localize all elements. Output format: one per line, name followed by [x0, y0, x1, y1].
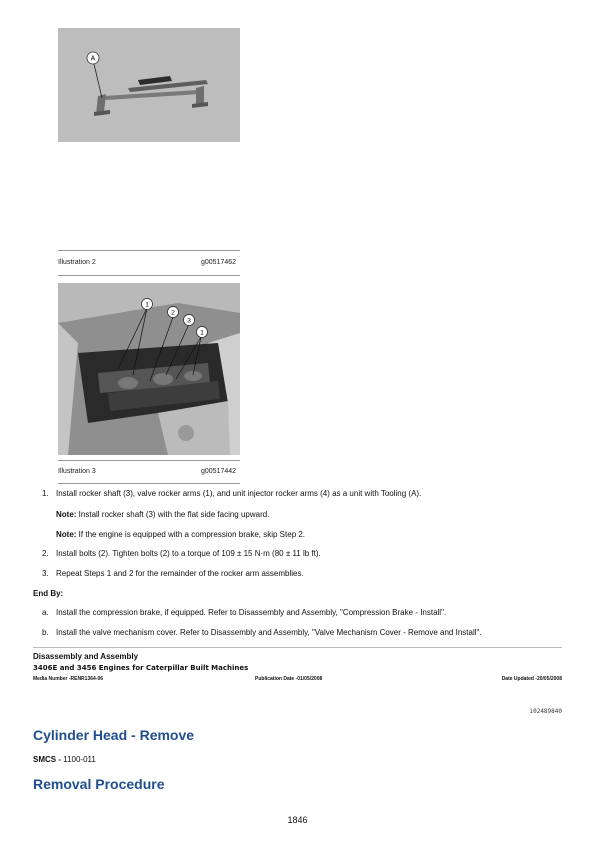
note-2: [56, 530, 556, 540]
item-text: Install the compression brake, if equipped. Refer to Disassembly and Assembly, "Compression Brake - Install".: [56, 608, 447, 617]
note-label: Note:: [56, 530, 77, 539]
step-number: 1.: [42, 489, 49, 498]
manual-subtitle: 3406E and 3456 Engines for Caterpillar Built Machines: [33, 664, 249, 672]
tooling-drawing: [58, 28, 240, 142]
tooling-photo: [58, 28, 240, 142]
caption-rule: [58, 460, 240, 461]
engine-photo: [58, 283, 240, 455]
manual-title: Disassembly and Assembly: [33, 652, 139, 661]
page-number: 1846: [287, 815, 308, 825]
caption-rule: [58, 275, 240, 276]
publication-date: Publication Date -01/05/2008: [255, 676, 323, 682]
illustration-3-code: g00517442: [201, 468, 237, 475]
caption-rule: [58, 483, 240, 484]
smcs-label: SMCS -: [33, 755, 61, 764]
step-number: 2.: [42, 549, 49, 558]
item-letter: b.: [42, 628, 49, 637]
smcs-code: [33, 755, 96, 764]
illustration-3-label: Illustration 3: [58, 468, 96, 475]
engine-drawing: [58, 283, 240, 455]
callout-3: 3: [187, 317, 191, 325]
item-letter: a.: [42, 608, 49, 617]
header-rule: [33, 647, 562, 648]
step-number: 3.: [42, 569, 49, 578]
note-text: Install rocker shaft (3) with the flat side facing upward.: [76, 510, 270, 519]
end-by-title: End By:: [33, 589, 64, 598]
step-text: Repeat Steps 1 and 2 for the remainder of the rocker arm assemblies.: [56, 569, 304, 578]
step-text: Install bolts (2). Tighten bolts (2) to a torque of 109 ± 15 N·m (80 ± 11 lb ft).: [56, 549, 321, 558]
section-title: Cylinder Head - Remove: [33, 727, 195, 743]
item-text: Install the valve mechanism cover. Refer to Disassembly and Assembly, "Valve Mechanism Cover - Remove and Install".: [56, 628, 482, 637]
date-updated: Date Updated -20/05/2008: [501, 676, 562, 682]
callout-a: A: [90, 55, 96, 63]
subsection-title: Removal Procedure: [33, 776, 165, 792]
media-number: Media Number -RENR1364-06: [33, 676, 104, 682]
step-text: Install rocker shaft (3), valve rocker arms (1), and unit injector rocker arms (4) as a unit with Tooling (A).: [56, 489, 422, 498]
note-text: If the engine is equipped with a compression brake, skip Step 2.: [76, 530, 306, 539]
smcs-value: 1100-011: [61, 755, 96, 764]
note-label: Note:: [56, 510, 77, 519]
illustration-2-label: Illustration 2: [58, 259, 96, 266]
caption-rule: [58, 250, 240, 251]
illustration-2-code: g00517462: [201, 259, 237, 266]
callout-2: 2: [171, 309, 175, 317]
document-id: i02489840: [529, 708, 562, 715]
callout-1b: 1: [200, 329, 204, 337]
note-1: [56, 510, 556, 520]
callout-1: 1: [145, 301, 149, 309]
